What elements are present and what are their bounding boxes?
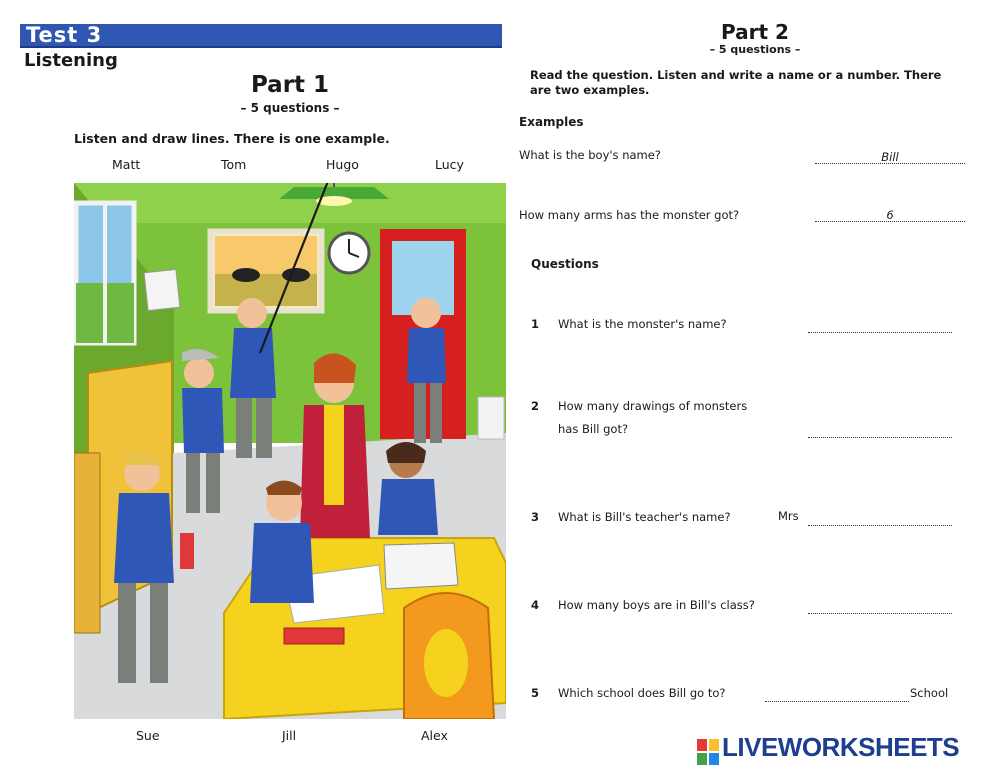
name-hugo[interactable]: Hugo [326, 157, 359, 172]
book [384, 543, 458, 589]
part2-title: Part 2 [721, 20, 789, 44]
liveworksheets-logo-icon [697, 739, 719, 765]
part1-subtitle: – 5 questions – [240, 101, 340, 115]
question-4-text: How many boys are in Bill's class? [558, 598, 755, 612]
name-lucy[interactable]: Lucy [435, 157, 464, 172]
name-jill[interactable]: Jill [282, 728, 297, 743]
question-number: 1 [531, 317, 540, 331]
question-2-text: How many drawings of monsters [558, 399, 748, 413]
test-title: Test 3 [26, 23, 103, 47]
plant-pot [478, 397, 504, 439]
answer-input-5[interactable] [765, 687, 909, 702]
answer-input-2[interactable] [808, 423, 952, 438]
name-tom[interactable]: Tom [221, 157, 247, 172]
name-matt[interactable]: Matt [112, 157, 141, 172]
question-number: 3 [531, 510, 540, 524]
example-answer-line-1 [815, 150, 965, 164]
question-3-text: What is Bill's teacher's name? [558, 510, 731, 524]
classroom-picture[interactable] [74, 183, 506, 719]
test-banner [20, 24, 502, 48]
question-5-text: Which school does Bill go to? [558, 686, 726, 700]
examples-heading: Examples [519, 115, 584, 129]
answer-5-suffix: School [910, 686, 949, 700]
section-title: Listening [24, 50, 118, 71]
bookcase [74, 453, 100, 633]
question-2-text-line2: has Bill got? [558, 422, 629, 436]
question-number: 2 [531, 399, 540, 413]
answer-input-3[interactable] [808, 511, 952, 526]
part1-instruction: Listen and draw lines. There is one example. [74, 131, 390, 146]
example-answer-2: 6 [886, 208, 894, 222]
name-alex[interactable]: Alex [421, 728, 448, 743]
answer-input-4[interactable] [808, 599, 952, 614]
name-sue[interactable]: Sue [136, 728, 160, 743]
part2-instruction: Read the question. Listen and write a name or a number. There are two examples. [530, 68, 942, 97]
answer-3-prefix: Mrs [778, 509, 799, 523]
questions-heading: Questions [531, 257, 599, 271]
part1-title: Part 1 [250, 72, 330, 98]
wall-paper [144, 269, 180, 310]
liveworksheets-watermark: LIVEWORKSHEETS [722, 732, 960, 762]
example-question-2: How many arms has the monster got? [519, 208, 740, 222]
paint-box [284, 628, 344, 644]
zebra-icon [232, 268, 260, 282]
example-answer-1: Bill [881, 150, 899, 164]
question-1-text: What is the monster's name? [558, 317, 727, 331]
answer-input-1[interactable] [808, 318, 952, 333]
question-number: 5 [531, 686, 540, 700]
example-answer-line-2 [815, 208, 965, 222]
example-question-1: What is the boy's name? [519, 148, 661, 162]
part2-subtitle: – 5 questions – [709, 43, 801, 56]
zebra-icon [282, 268, 310, 282]
question-number: 4 [531, 598, 540, 612]
